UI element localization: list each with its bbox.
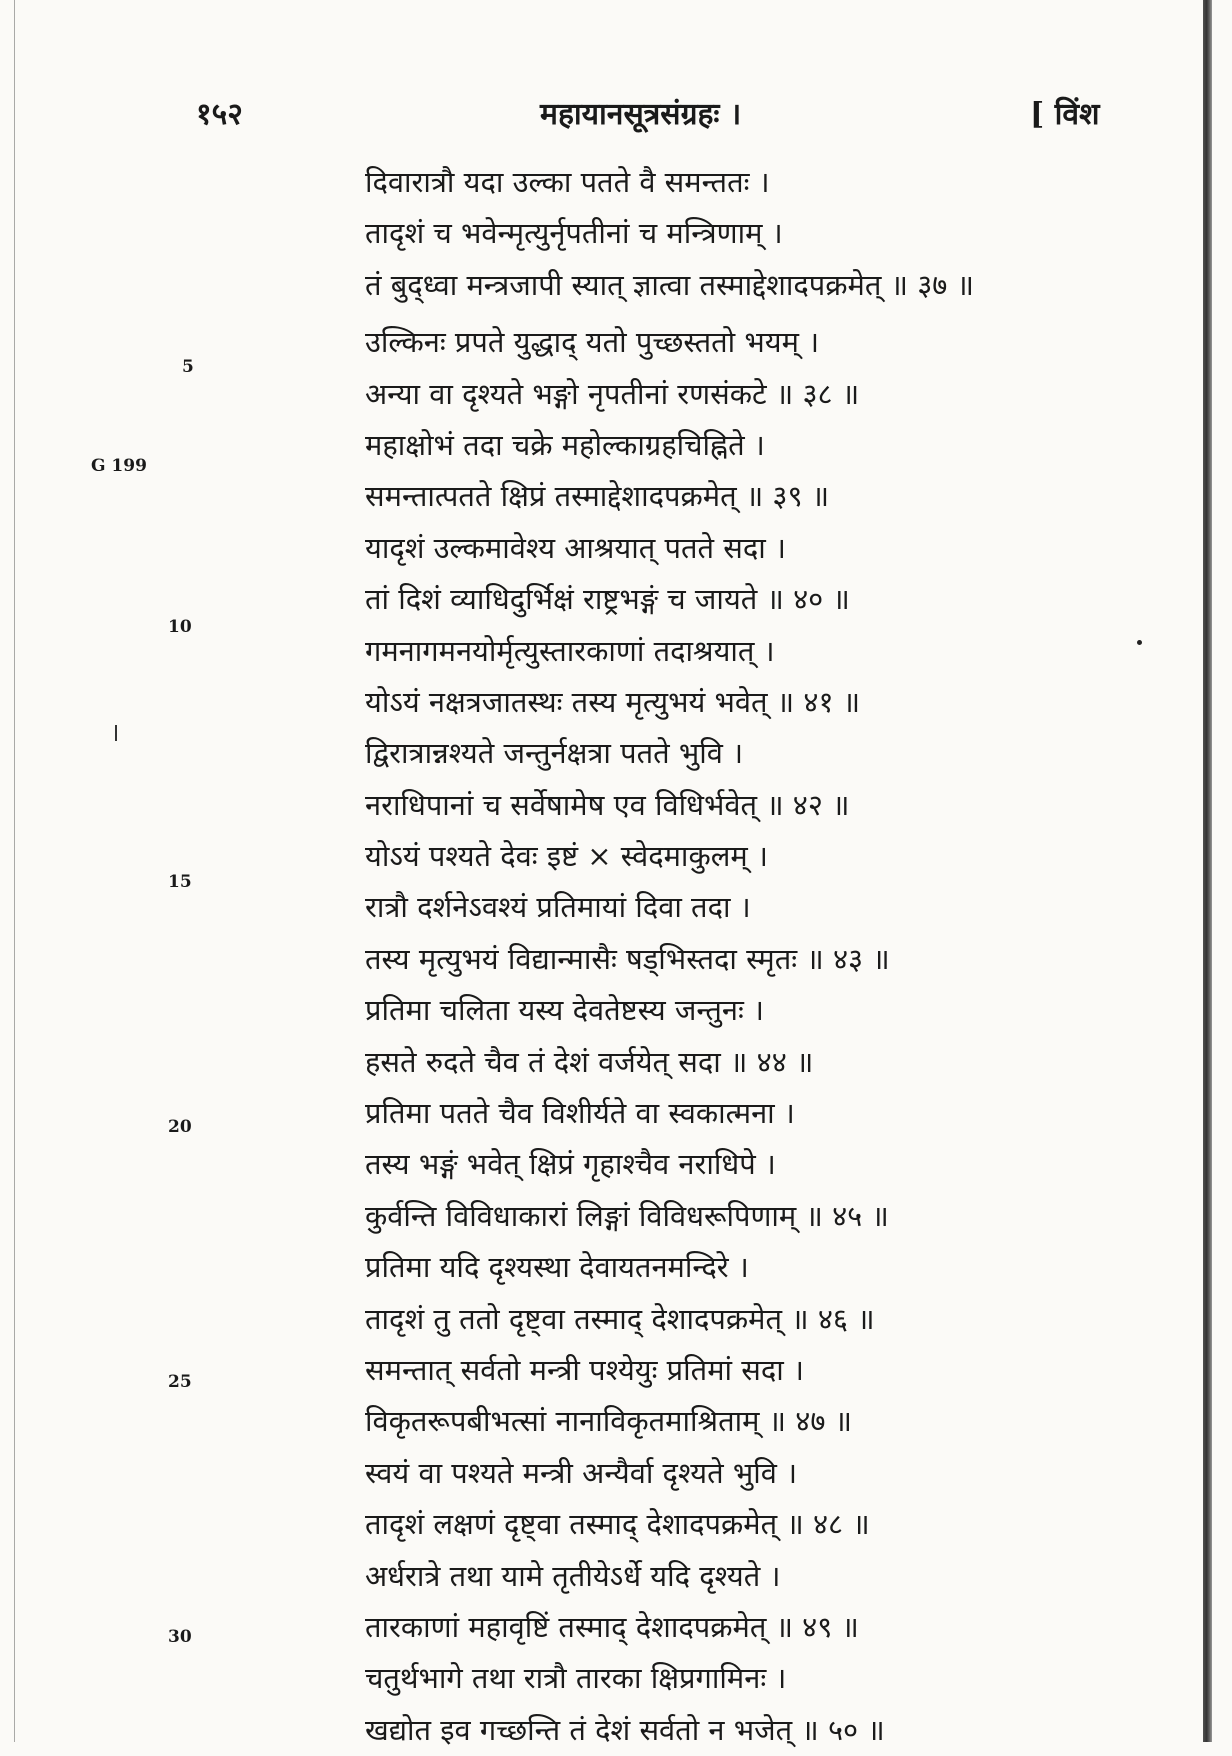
- verse-line: तस्य भङ्गं भवेत् क्षिप्रं गृहाश्चैव नराधिपे ।: [365, 1147, 776, 1182]
- verse-line: कुर्वन्ति विविधाकारां लिङ्गां विविधरूपिणाम् ॥ ४५ ॥: [365, 1198, 889, 1233]
- verse-line: तादृशं लक्षणं दृष्ट्वा तस्माद् देशादपक्रमेत् ॥ ४८ ॥: [365, 1507, 870, 1542]
- verse-line: द्विरात्रान्नश्यते जन्तुर्नक्षत्रा पतते भुवि ।: [365, 736, 744, 771]
- verse-line: उल्किनः प्रपते युद्धाद् यतो पुच्छस्ततो भयम् ।: [365, 325, 820, 360]
- verse-line: तादृशं तु ततो दृष्ट्वा तस्माद् देशादपक्रमेत् ॥ ४६ ॥: [365, 1301, 875, 1336]
- verse-line: अर्धरात्रे तथा यामे तृतीयेऽर्धे यदि दृश्यते ।: [365, 1558, 781, 1593]
- verse-line: महाक्षोभं तदा चक्रे महोल्काग्रहचिह्निते ।: [365, 427, 765, 462]
- verse-line: गमनागमनयोर्मृत्युस्तारकाणां तदाश्रयात् ।: [365, 633, 775, 668]
- line-number-25: 25: [168, 1372, 192, 1392]
- verse-line: रात्रौ दर्शनेऽवश्यं प्रतिमायां दिवा तदा ।: [365, 890, 751, 925]
- margin-tick-mark: [115, 725, 117, 741]
- verse-line: यादृशं उल्कमावेश्य आश्रयात् पतते सदा ।: [365, 530, 786, 565]
- verse-line: अन्या वा दृश्यते भङ्गो नृपतीनां रणसंकटे ॥ ३८ ॥: [365, 376, 860, 411]
- section-marker: [ विंश: [1030, 97, 1100, 132]
- verse-line: नराधिपानां च सर्वेषामेष एव विधिर्भवेत् ॥ ४२ ॥: [365, 787, 850, 822]
- verse-line: प्रतिमा चलिता यस्य देवतेष्टस्य जन्तुनः ।: [365, 993, 765, 1028]
- verse-line: तस्य मृत्युभयं विद्यान्मासैः षड्भिस्तदा स्मृतः ॥ ४३ ॥: [365, 941, 890, 976]
- verse-line: दिवारात्रौ यदा उल्का पतते वै समन्ततः ।: [365, 165, 770, 199]
- verse-line: तादृशं च भवेन्मृत्युर्नृपतीनां च मन्त्रिणाम् ।: [365, 216, 783, 251]
- verse-line: खद्योत इव गच्छन्ति तं देशं सर्वतो न भजेत् ॥ ५० ॥: [365, 1712, 885, 1747]
- margin-reference: G 199: [91, 456, 147, 476]
- page-binding-edge: [1203, 0, 1212, 1742]
- verse-block: [365, 157, 1185, 1756]
- verse-line: तारकाणां महावृष्टिं तस्माद् देशादपक्रमेत् ॥ ४९ ॥: [365, 1609, 859, 1644]
- page-edge-left: [14, 0, 15, 1742]
- line-number-15: 15: [168, 872, 192, 892]
- verse-line: प्रतिमा पतते चैव विशीर्यते वा स्वकात्मना ।: [365, 1096, 795, 1131]
- verse-line: हसते रुदते चैव तं देशं वर्जयेत् सदा ॥ ४४ ॥: [365, 1044, 814, 1079]
- verse-line: समन्तात्पतते क्षिप्रं तस्माद्देशादपक्रमेत् ॥ ३९ ॥: [365, 479, 830, 514]
- verse-line: चतुर्थभागे तथा रात्रौ तारका क्षिप्रगामिनः ।: [365, 1661, 787, 1696]
- line-number-20: 20: [168, 1117, 192, 1137]
- line-number-10: 10: [168, 617, 192, 637]
- verse-line: तां दिशं व्याधिदुर्भिक्षं राष्ट्रभङ्गं च जायते ॥ ४० ॥: [365, 582, 850, 617]
- verse-line: योऽयं नक्षत्रजातस्थः तस्य मृत्युभयं भवेत् ॥ ४१ ॥: [365, 684, 861, 719]
- page-header: [0, 92, 1232, 132]
- line-number-5: 5: [182, 357, 194, 377]
- verse-line: समन्तात् सर्वतो मन्त्री पश्येयुः प्रतिमां सदा ।: [365, 1352, 805, 1387]
- verse-line: तं बुद्ध्वा मन्त्रजापी स्यात् ज्ञात्वा तस्माद्देशादपक्रमेत् ॥ ३७ ॥: [365, 267, 974, 302]
- line-number-30: 30: [168, 1627, 192, 1647]
- verse-line: प्रतिमा यदि दृश्यस्था देवायतनमन्दिरे ।: [365, 1250, 749, 1285]
- verse-line: योऽयं पश्यते देवः इष्टं × स्वेदमाकुलम् ।: [365, 839, 768, 874]
- verse-line: स्वयं वा पश्यते मन्त्री अन्यैर्वा दृश्यते भुवि ।: [365, 1455, 798, 1490]
- verse-line: विकृतरूपबीभत्सां नानाविकृतमाश्रिताम् ॥ ४७ ॥: [365, 1404, 853, 1439]
- page-number: १५२: [196, 97, 243, 132]
- running-title: महायानसूत्रसंग्रहः ।: [540, 97, 742, 132]
